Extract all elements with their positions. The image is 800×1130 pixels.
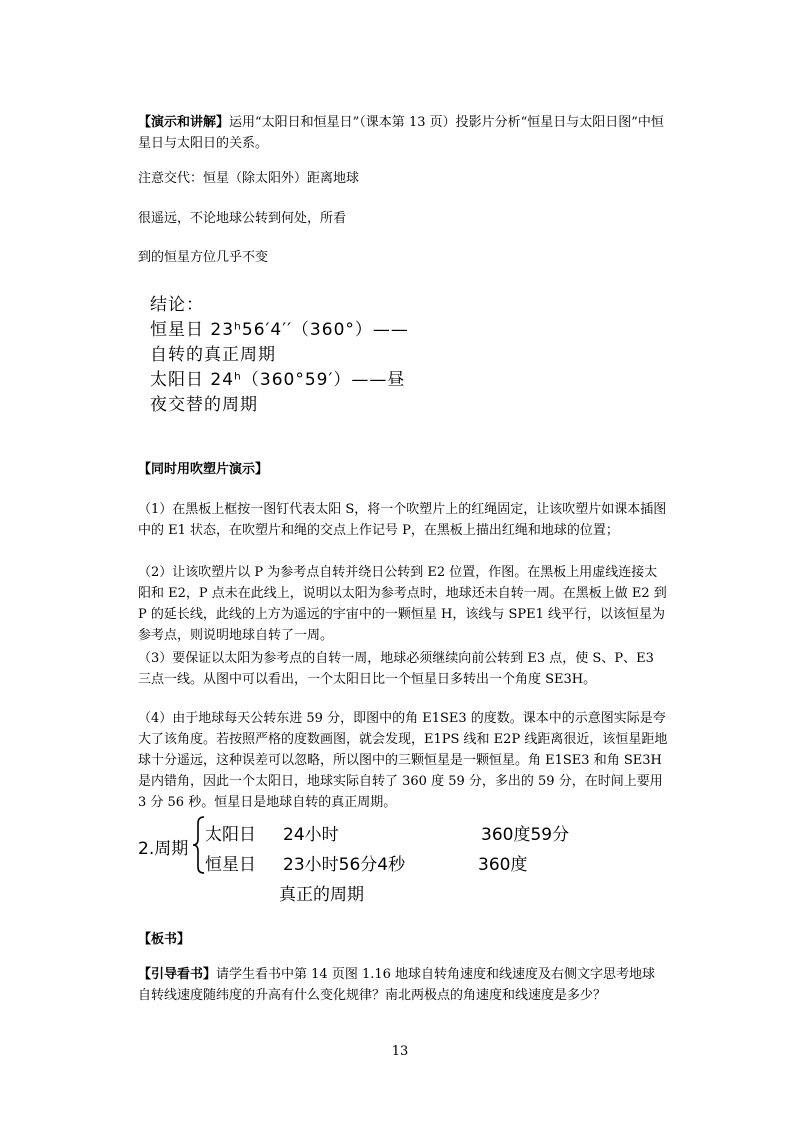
conclusion-block xyxy=(150,293,409,418)
brace-icon xyxy=(192,815,206,875)
step-1: （1）在黑板上框按一图钉代表太阳 S，将一个吹塑片上的红绳固定，让该吹塑片如课本插图中的 E1 状态，在吹塑片和绳的交点上作记号 P，在黑板上描出红绳和地球的位置； xyxy=(138,502,667,538)
page-number: 13 xyxy=(391,1044,409,1059)
demo-heading: 【演示和讲解】 xyxy=(138,115,230,130)
guide-heading: 【引导看书】 xyxy=(138,967,217,982)
guide-paragraph xyxy=(138,964,668,1006)
period-label: 2.周期 xyxy=(138,839,189,859)
note-line-2: 很遥远，不论地球公转到何处，所看 xyxy=(138,211,347,226)
guide-text: 请学生看书中第 14 页图 1.16 地球自转角速度和线速度及右侧文字思考地球自转线速度随纬度的升高有什么变化规律？南北两极点的角速度和线速度是多少？ xyxy=(138,967,656,1003)
period-row2-name: 恒星日 xyxy=(205,855,256,875)
demo-text: 运用“太阳日和恒星日”（课本第 13 页）投影片分析“恒星日与太阳日图”中恒星日与太阳日的关系。 xyxy=(138,115,664,151)
period-row2-angle: 360度 xyxy=(478,855,528,875)
conclusion-line-3: 自转的真正周期 xyxy=(150,345,276,365)
conclusion-line-1: 结论： xyxy=(150,295,204,315)
board-heading: 【板书】 xyxy=(138,932,191,947)
conclusion-line-2: 恒星日 23ʰ56′4′′（360°）—— xyxy=(150,320,409,340)
demo-paragraph xyxy=(138,112,668,154)
period-row2-time: 23小时56分4秒 xyxy=(283,855,406,875)
simul-heading: 【同时用吹塑片演示】 xyxy=(138,462,269,477)
note-line-3: 到的恒星方位几乎不变 xyxy=(138,250,269,265)
period-row1-time: 24小时 xyxy=(283,825,339,845)
step-4: （4）由于地球每天公转东进 59 分，即图中的角 E1SE3 的度数。课本中的示意图实际是夸大了该角度。若按照严格的度数画图，就会发现，E1PS 线和 E2P 线距离很近，该恒星距地球十分遥远，这种误差可以忽略，所以图中的三颗恒星是一颗恒星。角 E1SE3 和角 SE3H 是内错角，因此一个太阳日，地球实际自转了 360 度 59 分，多出的 59 分，在时间上要用 3 分 56 秒。恒星日是地球自转的真正周期。 xyxy=(138,711,668,810)
period-row1-angle: 360度59分 xyxy=(481,825,570,845)
step-2: （2）让该吹塑片以 P 为参考点自转并绕日公转到 E2 位置，作图。在黑板上用虚线连接太阳和 E2，P 点未在此线上，说明以太阳为参考点时，地球还未自转一周。在黑板上做 E2 到 P 的延长线，此线的上方为遥远的宇宙中的一颗恒星 H，该线与 SPE1 线平行，以该恒星为参考点，则说明地球自转了一周。 xyxy=(138,565,667,643)
step-3: （3）要保证以太阳为参考点的自转一周，地球必须继续向前公转到 E3 点，使 S、P、E3 三点一线。从图中可以看出，一个太阳日比一个恒星日多转出一个角度 SE3H。 xyxy=(138,651,654,687)
conclusion-line-4: 太阳日 24ʰ（360°59′）——昼 xyxy=(150,370,406,390)
period-row1-name: 太阳日 xyxy=(205,825,256,845)
conclusion-line-5: 夜交替的周期 xyxy=(150,395,258,415)
period-note: 真正的周期 xyxy=(279,885,364,905)
note-line-1: 注意交代：恒星（除太阳外）距离地球 xyxy=(138,171,360,186)
